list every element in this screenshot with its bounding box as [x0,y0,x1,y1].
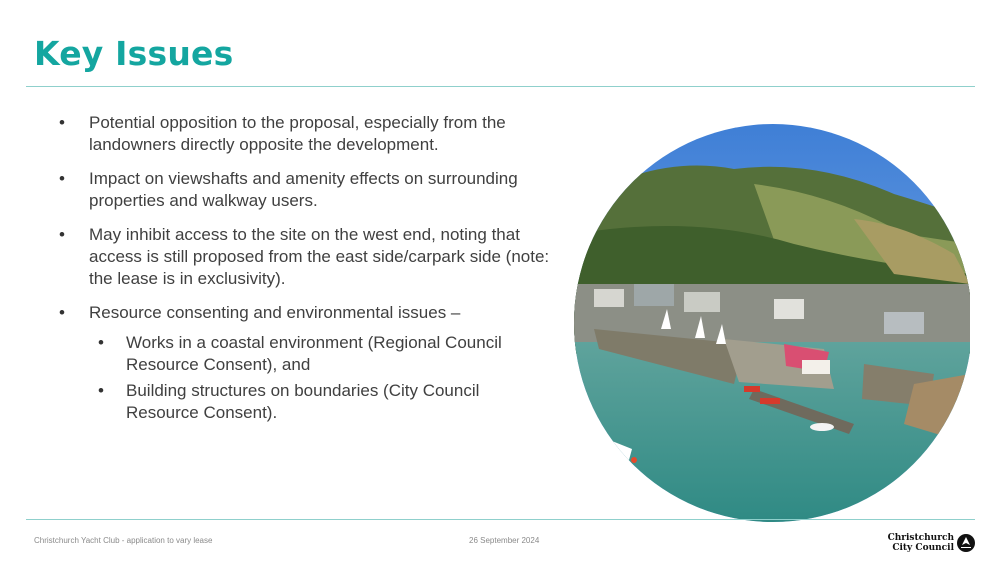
footer-date: 26 September 2024 [469,536,540,545]
footer-caption: Christchurch Yacht Club - application to vary lease [34,536,213,545]
council-logo-text [888,533,954,553]
title-divider [26,86,975,87]
logo-line-2: City Council [892,543,954,553]
sub-bullet-item: • Works in a coastal environment (Regional Council Resource Consent), and [56,332,556,376]
slide-title: Key Issues [34,34,234,73]
bullet-item: • Potential opposition to the proposal, especially from the landowners directly opposite the development. [56,112,556,156]
council-emblem-icon [956,533,976,553]
bullet-list [56,112,556,432]
aerial-harbour-photo [574,124,970,522]
logo-line-1: Christchurch [887,533,954,543]
bullet-item: • Impact on viewshafts and amenity effects on surrounding properties and walkway users. [56,168,556,212]
sub-bullet-item: • Building structures on boundaries (City Council Resource Consent). [56,380,556,424]
bullet-item: • Resource consenting and environmental issues – [56,302,556,324]
council-logo [887,532,978,556]
aerial-photo-illustration [574,124,970,522]
bullet-item: • May inhibit access to the site on the west end, noting that access is still proposed from the east side/carpark side (note: the lease is in exclusivity). [56,224,556,290]
footer-divider [26,519,975,520]
